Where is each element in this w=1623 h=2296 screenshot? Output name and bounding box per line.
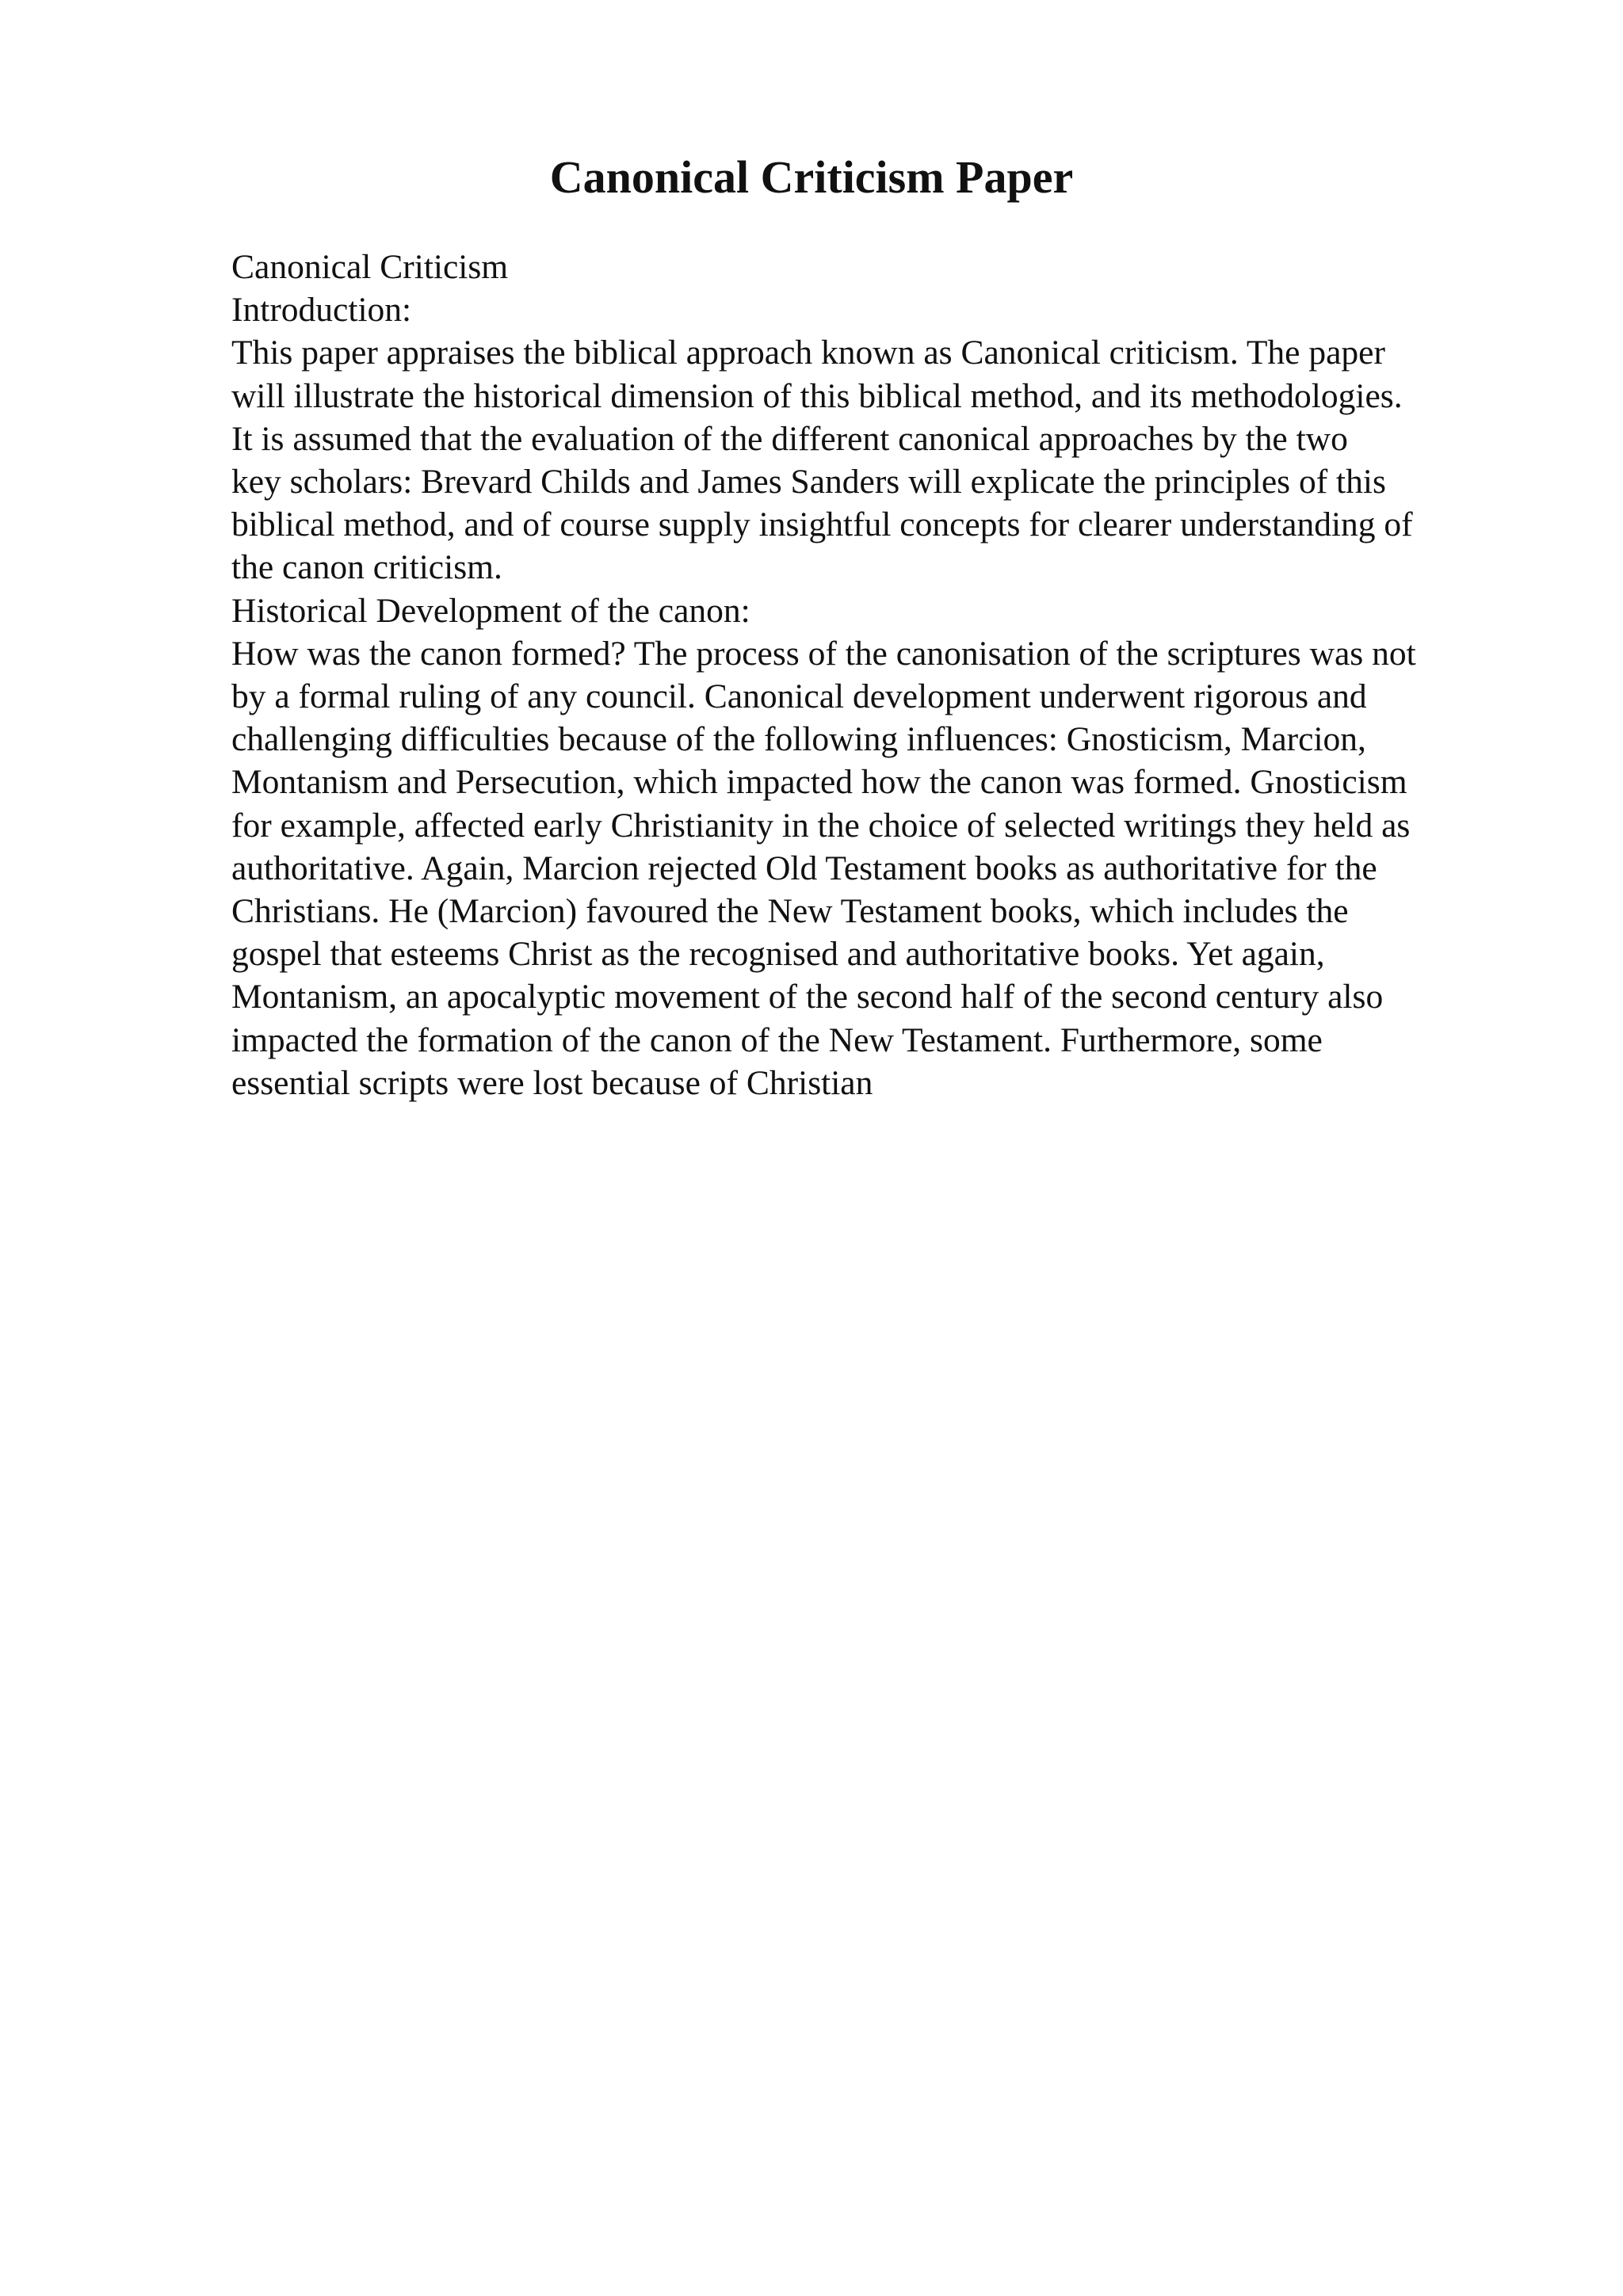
body-text-line: for example, affected early Christianity in the choice of selected writings they held as — [231, 806, 1411, 845]
body-text-line: authoritative. Again, Marcion rejected Old Testament books as authoritative for the — [231, 849, 1377, 887]
body-text-line: How was the canon formed? The process of the canonisation of the scriptures was not — [231, 634, 1416, 673]
body-text-line: Montanism, an apocalyptic movement of the second half of the second century also — [231, 978, 1384, 1016]
body-text-line: impacted the formation of the canon of the New Testament. Furthermore, some — [231, 1020, 1323, 1059]
body-text-line: This paper appraises the biblical approach known as Canonical criticism. The paper — [231, 334, 1385, 372]
document-body — [231, 246, 1531, 1104]
body-text-line: challenging difficulties because of the following influences: Gnosticism, Marcion, — [231, 720, 1366, 759]
body-text-line: the canon criticism. — [231, 548, 502, 587]
section-heading-canonical-criticism: Canonical Criticism — [231, 248, 509, 286]
section-heading-historical-development: Historical Development of the canon: — [231, 591, 750, 630]
body-text-line: will illustrate the historical dimension of this biblical method, and its methodologies. — [231, 376, 1403, 415]
section-heading-introduction: Introduction: — [231, 291, 412, 330]
body-text-line: It is assumed that the evaluation of the different canonical approaches by the two — [231, 419, 1348, 458]
document-title: Canonical Criticism Paper — [549, 151, 1074, 203]
body-text-line: biblical method, and of course supply insightful concepts for clearer understanding of — [231, 505, 1413, 544]
body-text-line: by a formal ruling of any council. Canonical development underwent rigorous and — [231, 677, 1367, 716]
body-text-line: key scholars: Brevard Childs and James Sanders will explicate the principles of this — [231, 463, 1386, 502]
body-text-line: Christians. He (Marcion) favoured the New Testament books, which includes the — [231, 892, 1349, 931]
body-text-line: essential scripts were lost because of Christian — [231, 1063, 873, 1102]
body-text-line: gospel that esteems Christ as the recognised and authoritative books. Yet again, — [231, 935, 1325, 974]
body-text-line: Montanism and Persecution, which impacted how the canon was formed. Gnosticism — [231, 763, 1407, 802]
